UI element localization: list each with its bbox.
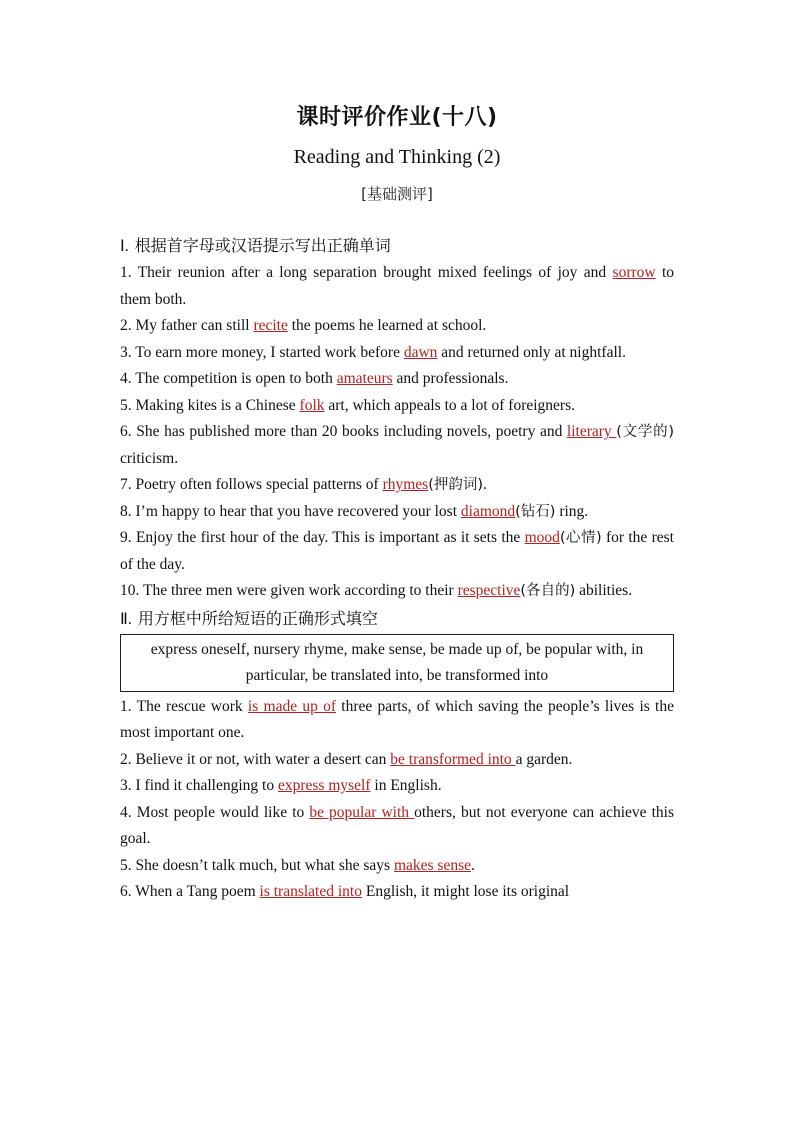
section1-number: Ⅰ. (120, 238, 129, 255)
chinese-hint: (钻石) (515, 503, 556, 520)
question-text-end: and returned only at nightfall. (437, 343, 626, 361)
page-subtitle: Reading and Thinking (2) (293, 146, 501, 168)
question-text-end: art, which appeals to a lot of foreigners. (324, 396, 575, 414)
answer-blank: is translated into (259, 883, 362, 900)
answer-blank: diamond (460, 502, 516, 520)
question-text: 7. Poetry often follows special patterns of (120, 476, 383, 493)
question-text-end: ring. (555, 502, 589, 520)
question-item (120, 472, 674, 499)
question-text: 1. Their reunion after a long separation brought mixed feelings of joy and (120, 264, 613, 281)
question-text-end: to them both. (120, 264, 675, 308)
question-text: 10. The three men were given work according to their (120, 582, 458, 599)
question-text-end: criticism. (120, 449, 179, 467)
answer-blank: folk (299, 396, 325, 414)
page-title: 课时评价作业(十八) (296, 105, 498, 130)
question-text-end: . (471, 856, 475, 874)
question-text-end: . (483, 476, 487, 493)
answer-blank: amateurs (336, 370, 393, 387)
content (120, 232, 674, 906)
answer-blank: be popular with (309, 803, 415, 821)
answer-blank: recite (253, 317, 288, 334)
question-text-end: others, but not everyone can achieve this goal. (120, 803, 674, 847)
question-item (120, 853, 674, 880)
question-text: 2. Believe it or not, with water a desert can (120, 750, 391, 768)
section1-heading-text: 根据首字母或汉语提示写出正确单词 (134, 236, 391, 255)
answer-blank: literary (566, 423, 617, 440)
section2-heading-text: 用方框中所给短语的正确形式填空 (137, 608, 378, 628)
answer-blank: dawn (403, 343, 438, 361)
question-item (120, 800, 674, 853)
question-item (120, 773, 674, 800)
question-text-end: three parts, of which saving the people’s lives is the most important one. (120, 697, 674, 741)
chinese-hint: (押韵词) (428, 477, 484, 493)
phrase-box: express oneself, nursery rhyme, make sense, be made up of, be popular with, in particular, be translated into, be transformed into (120, 634, 674, 692)
chinese-hint: (各自的) (520, 583, 576, 599)
question-text: 6. When a Tang poem (120, 883, 260, 900)
question-item (120, 260, 674, 313)
question-item (120, 419, 674, 472)
question-text: 2. My father can still (120, 317, 254, 334)
section2-number: Ⅱ. (120, 610, 132, 628)
section2-heading (120, 605, 674, 633)
chinese-hint: (心情) (559, 530, 602, 546)
section1-questions (120, 260, 674, 605)
question-text: 9. Enjoy the first hour of the day. This is important as it sets the (120, 529, 525, 546)
question-item (120, 393, 674, 420)
answer-blank: respective (457, 582, 521, 599)
question-text: 4. Most people would like to (120, 803, 310, 821)
question-text: 1. The rescue work (120, 697, 248, 715)
question-item (120, 578, 674, 605)
question-item (120, 747, 674, 774)
question-text: 8. I’m happy to hear that you have recovered your lost (120, 502, 461, 520)
question-text: 3. To earn more money, I started work before (120, 343, 404, 361)
question-text-end: abilities. (575, 582, 633, 599)
chinese-hint: (文学的) (616, 424, 674, 440)
question-item (120, 340, 674, 367)
question-text: 4. The competition is open to both (120, 370, 337, 387)
question-item (120, 366, 674, 393)
question-text: 5. She doesn’t talk much, but what she says (120, 856, 394, 874)
section-tag: [基础测评] (361, 185, 433, 203)
question-text: 6. She has published more than 20 books including novels, poetry and (120, 423, 567, 440)
question-text: 5. Making kites is a Chinese (120, 396, 300, 414)
question-text: 3. I find it challenging to (120, 777, 278, 794)
question-text-end: in English. (370, 777, 442, 794)
question-text-end: for the rest of the day. (120, 529, 674, 573)
answer-blank: makes sense (393, 856, 471, 874)
answer-blank: be transformed into (390, 750, 516, 768)
section1-heading (120, 232, 674, 260)
question-item (120, 879, 674, 906)
question-item (120, 525, 674, 578)
question-item (120, 499, 674, 526)
answer-blank: mood (524, 529, 560, 546)
question-item (120, 694, 674, 747)
answer-blank: express myself (277, 777, 371, 794)
answer-blank: is made up of (247, 697, 337, 715)
answer-blank: sorrow (612, 264, 656, 281)
answer-blank: rhymes (382, 476, 429, 493)
question-text-end: the poems he learned at school. (287, 317, 487, 334)
question-text-end: and professionals. (392, 370, 509, 387)
question-item (120, 313, 674, 340)
question-text-end: a garden. (515, 750, 573, 768)
question-text-end: English, it might lose its original (361, 883, 570, 900)
section2-questions (120, 694, 674, 906)
